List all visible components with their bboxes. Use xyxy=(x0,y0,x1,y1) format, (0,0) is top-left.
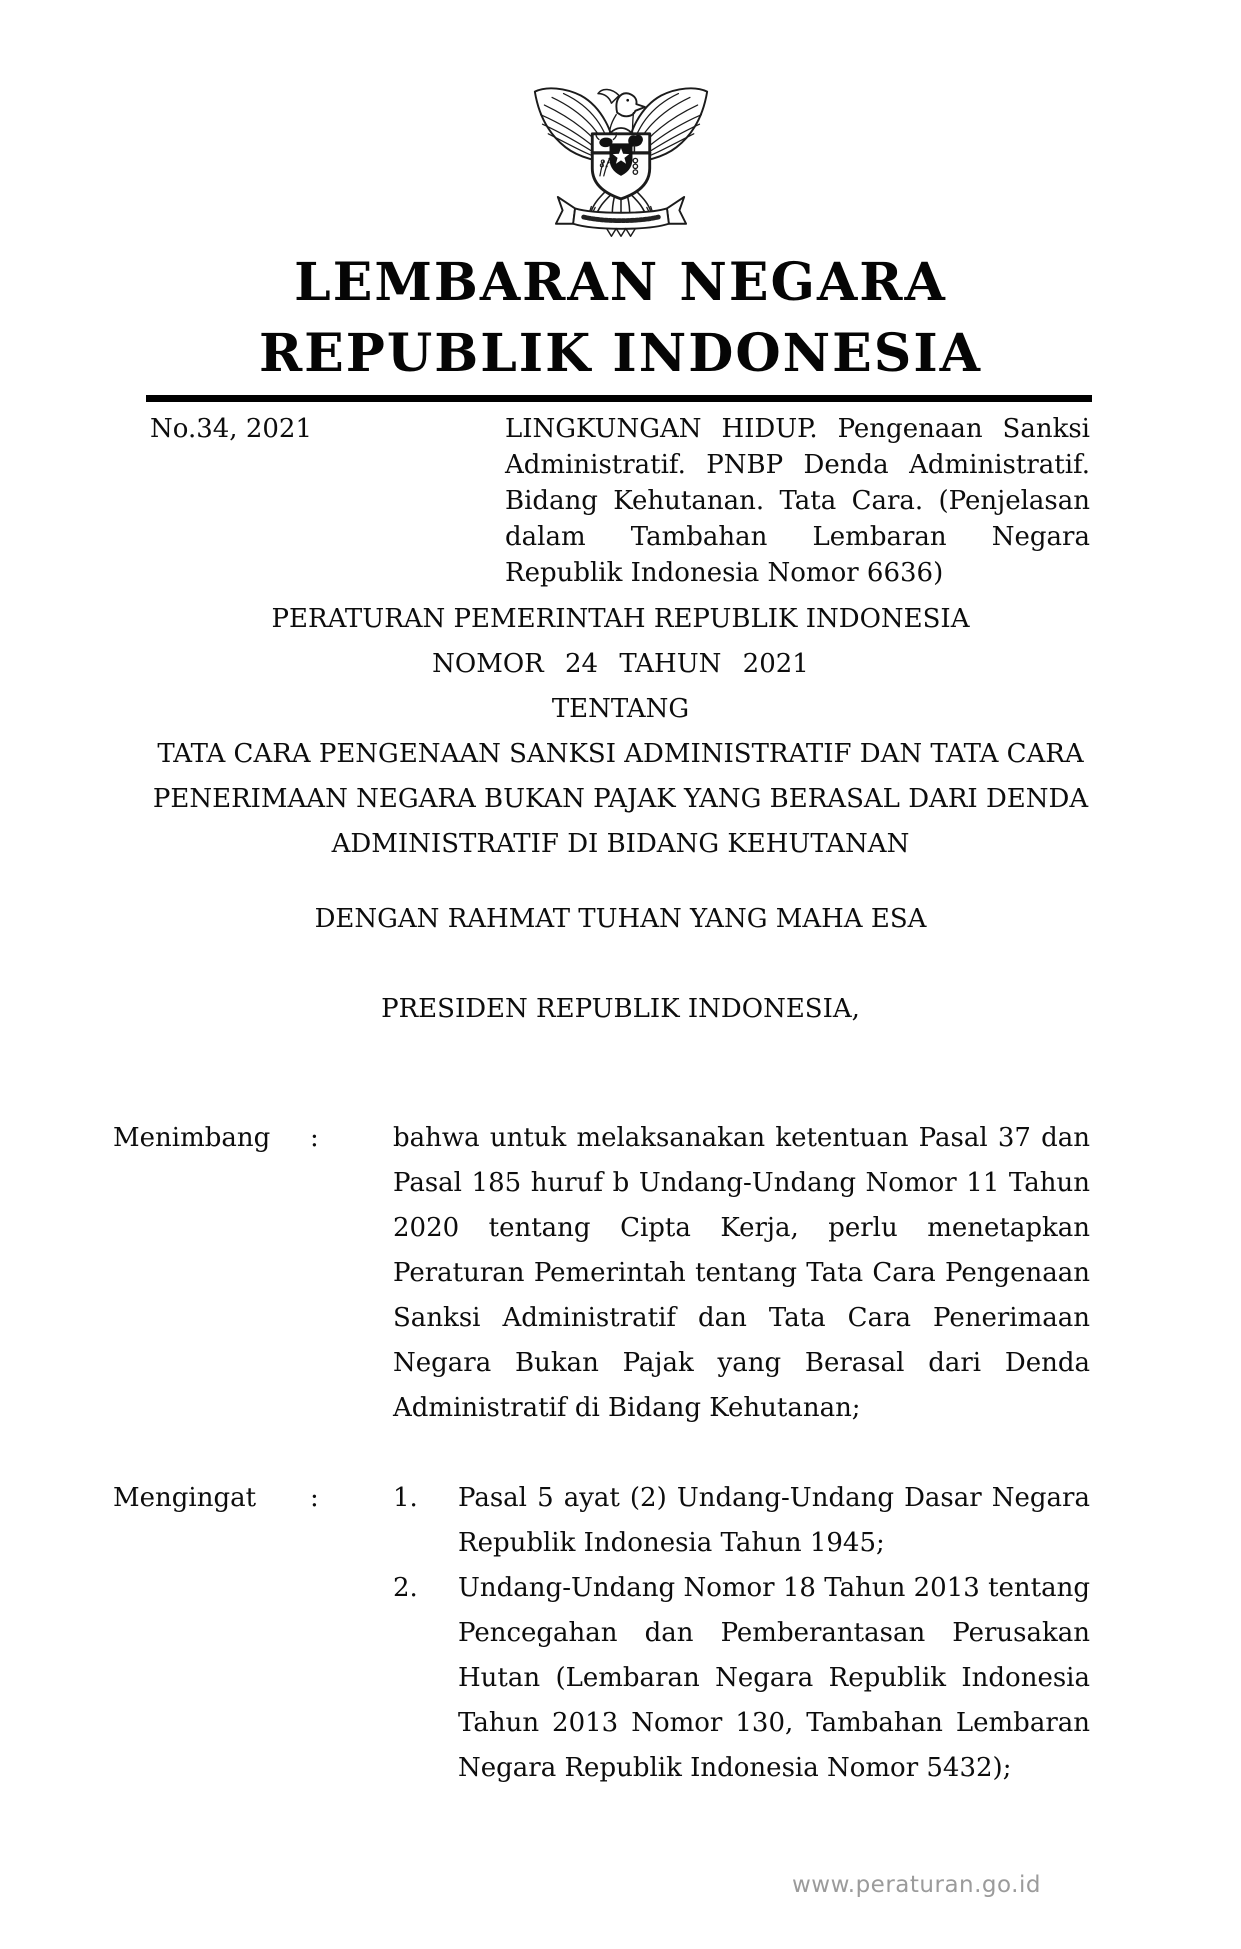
regulation-number: NOMOR 24 TAHUN 2021 xyxy=(432,649,809,679)
regulation-heading xyxy=(120,597,1121,867)
masthead xyxy=(0,0,1241,389)
gazette-number: No.34, 2021 xyxy=(150,414,312,444)
legal-item xyxy=(393,1476,1090,1566)
regulation-subject-line-2: PENERIMAAN NEGARA BUKAN PAJAK YANG BERASAL DARI DENDA xyxy=(152,784,1089,814)
gazette-abstract: LINGKUNGAN HIDUP. Pengenaan Sanksi Administratif. PNBP Denda Administratif. Bidang Kehutanan. Tata Cara. (Penjelasan dalam Tambahan Lembaran Negara Republik Indonesia Nomor 6636) xyxy=(505,414,1090,588)
legal-item-text: Pasal 5 ayat (2) Undang-Undang Dasar Negara Republik Indonesia Tahun 1945; xyxy=(458,1483,1090,1558)
considering-label: Menimbang xyxy=(113,1123,271,1153)
garuda-pancasila-emblem xyxy=(525,84,717,241)
regulation-about-word: TENTANG xyxy=(551,694,690,724)
issuer-line: PRESIDEN REPUBLIK INDONESIA, xyxy=(381,994,860,1024)
masthead-rule xyxy=(146,395,1092,402)
recalling-clause xyxy=(113,1476,1090,1791)
regulation-subject-line-3: ADMINISTRATIF DI BIDANG KEHUTANAN xyxy=(331,829,910,859)
considering-text: bahwa untuk melaksanakan ketentuan Pasal 37 dan Pasal 185 huruf b Undang-Undang Nomor 11 Tahun 2020 tentang Cipta Kerja, perlu menetapkan Peraturan Pemerintah tentang Tata Cara Pengenaan Sanksi Administratif dan Tata Cara Penerimaan Negara Bukan Pajak yang Berasal dari Denda Administratif di Bidang Kehutanan; xyxy=(393,1123,1090,1423)
considering-colon: : xyxy=(310,1123,319,1153)
recalling-label: Mengingat xyxy=(113,1483,257,1513)
masthead-title-line1: LEMBARAN NEGARA xyxy=(294,252,947,313)
considering-clause xyxy=(113,1116,1090,1431)
gazette-row xyxy=(150,411,1090,591)
regulation-subject-line-1: TATA CARA PENGENAAN SANKSI ADMINISTRATIF DAN TATA CARA xyxy=(157,739,1084,769)
recalling-colon: : xyxy=(310,1483,319,1513)
recalling-list xyxy=(393,1476,1090,1791)
legal-item-number: 1. xyxy=(393,1483,418,1513)
site-watermark: www.peraturan.go.id xyxy=(791,1872,1041,1898)
masthead-title-line2: REPUBLIK INDONESIA xyxy=(258,323,983,384)
legal-item-text: Undang-Undang Nomor 18 Tahun 2013 tentang Pencegahan dan Pemberantasan Perusakan Hutan (Lembaran Negara Republik Indonesia Tahun 2013 Nomor 130, Tambahan Lembaran Negara Republik Indonesia Nomor 5432); xyxy=(458,1573,1090,1783)
invocation-line: DENGAN RAHMAT TUHAN YANG MAHA ESA xyxy=(314,904,927,934)
legal-item-number: 2. xyxy=(393,1573,418,1603)
legal-item xyxy=(393,1566,1090,1791)
regulation-type: PERATURAN PEMERINTAH REPUBLIK INDONESIA xyxy=(271,604,970,634)
